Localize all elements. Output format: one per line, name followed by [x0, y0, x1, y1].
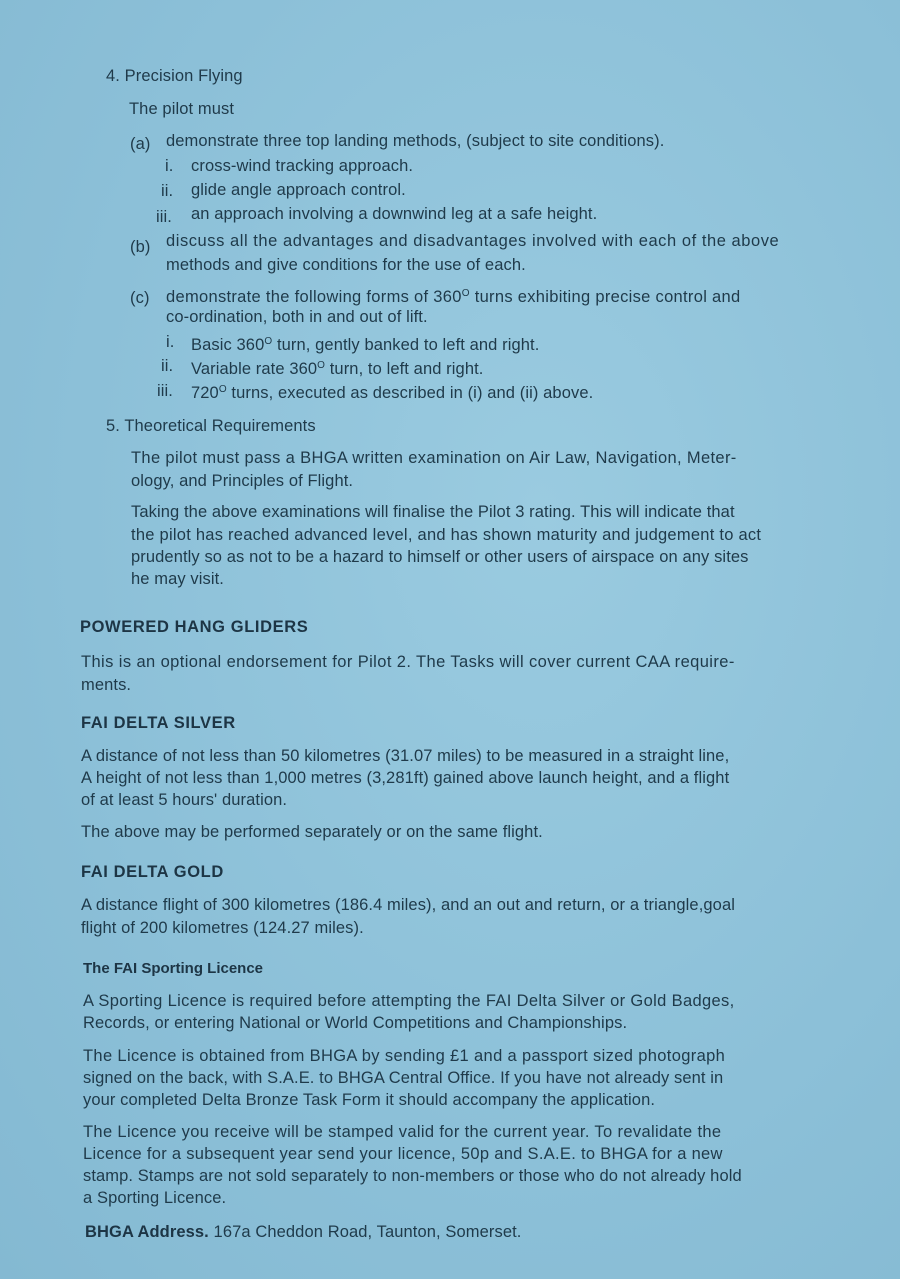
list-marker: (c) [130, 289, 150, 307]
section-heading: FAI DELTA GOLD [81, 863, 224, 881]
list-item-text: $720^O$ turns, executed as described in (i) and (ii) above. [191, 384, 594, 402]
list-marker: iii. [156, 208, 172, 226]
paragraph-line: signed on the back, with S.A.E. to BHGA Central Office. If you have not already sent in [83, 1069, 724, 1087]
list-item-text: discuss all the advantages and disadvantages involved with each of the above [166, 232, 780, 250]
paragraph-line: ments. [81, 676, 132, 694]
section-heading: FAI DELTA SILVER [81, 714, 236, 732]
paragraph-line: Records, or entering National or World Competitions and Championships. [83, 1014, 628, 1032]
paragraph-line: The pilot must pass a BHGA written examination on Air Law, Navigation, Meter- [131, 449, 737, 467]
section-heading: The FAI Sporting Licence [83, 960, 264, 977]
paragraph-line: A distance flight of 300 kilometres (186.4 miles), and an out and return, or a triangle,goal [81, 896, 735, 914]
list-item-text: co-ordination, both in and out of lift. [166, 308, 428, 326]
list-marker: ii. [161, 182, 174, 200]
section-heading: POWERED HANG GLIDERS [80, 618, 309, 636]
paragraph-line: he may visit. [131, 570, 224, 588]
paragraph-line: your completed Delta Bronze Task Form it should accompany the application. [83, 1091, 656, 1109]
list-item-text: Basic $360^O$ turn, gently banked to left and right. [191, 336, 540, 354]
paragraph: The pilot must [129, 100, 235, 118]
paragraph-line: A distance of not less than 50 kilometres (31.07 miles) to be measured in a straight line, [81, 747, 730, 765]
list-item-text: demonstrate three top landing methods, (subject to site conditions). [166, 132, 665, 150]
section-heading: 4. Precision Flying [106, 67, 243, 85]
paragraph-line: ology, and Principles of Flight. [131, 472, 354, 490]
list-item-text: cross-wind tracking approach. [191, 157, 414, 175]
paragraph-line: Taking the above examinations will finalise the Pilot 3 rating. This will indicate that [131, 503, 735, 521]
address-text: 167a Cheddon Road, Taunton, Somerset. [208, 1223, 522, 1241]
paragraph-line: The Licence you receive will be stamped valid for the current year. To revalidate the [83, 1123, 722, 1141]
paragraph-line: stamp. Stamps are not sold separately to non-members or those who do not already hold [83, 1167, 742, 1185]
paragraph-line: the pilot has reached advanced level, and has shown maturity and judgement to act [131, 526, 762, 544]
list-marker: (a) [130, 135, 151, 153]
paragraph-line: a Sporting Licence. [83, 1189, 227, 1207]
list-item-text: an approach involving a downwind leg at a safe height. [191, 205, 598, 223]
list-marker: i. [166, 333, 175, 351]
paragraph-line: The Licence is obtained from BHGA by sending £1 and a passport sized photograph [83, 1047, 726, 1065]
list-item-text: Variable rate $360^O$ turn, to left and right. [191, 360, 484, 378]
section-heading: 5. Theoretical Requirements [106, 417, 316, 435]
paragraph-line: prudently so as not to be a hazard to himself or other users of airspace on any sites [131, 548, 749, 566]
list-item-text: demonstrate the following forms of $360^O$ turns exhibiting precise control and [166, 288, 741, 306]
paragraph-line: A height of not less than 1,000 metres (3,281ft) gained above launch height, and a flight [81, 769, 730, 787]
paragraph-line: The above may be performed separately or on the same flight. [81, 823, 543, 841]
address-label: BHGA Address. [85, 1223, 209, 1241]
list-item-text: methods and give conditions for the use of each. [166, 256, 526, 274]
paragraph-line: flight of 200 kilometres (124.27 miles). [81, 919, 364, 937]
paragraph-line: Licence for a subsequent year send your licence, 50p and S.A.E. to BHGA for a new [83, 1145, 723, 1163]
list-marker: ii. [161, 357, 174, 375]
paragraph-line: A Sporting Licence is required before attempting the FAI Delta Silver or Gold Badges, [83, 992, 735, 1010]
list-marker: (b) [130, 238, 151, 256]
list-marker: iii. [157, 382, 173, 400]
address-line [85, 1221, 522, 1243]
list-item-text: glide angle approach control. [191, 181, 406, 199]
paragraph-line: This is an optional endorsement for Pilot 2. The Tasks will cover current CAA require- [81, 653, 735, 671]
list-marker: i. [165, 157, 174, 175]
paragraph-line: of at least 5 hours' duration. [81, 791, 288, 809]
